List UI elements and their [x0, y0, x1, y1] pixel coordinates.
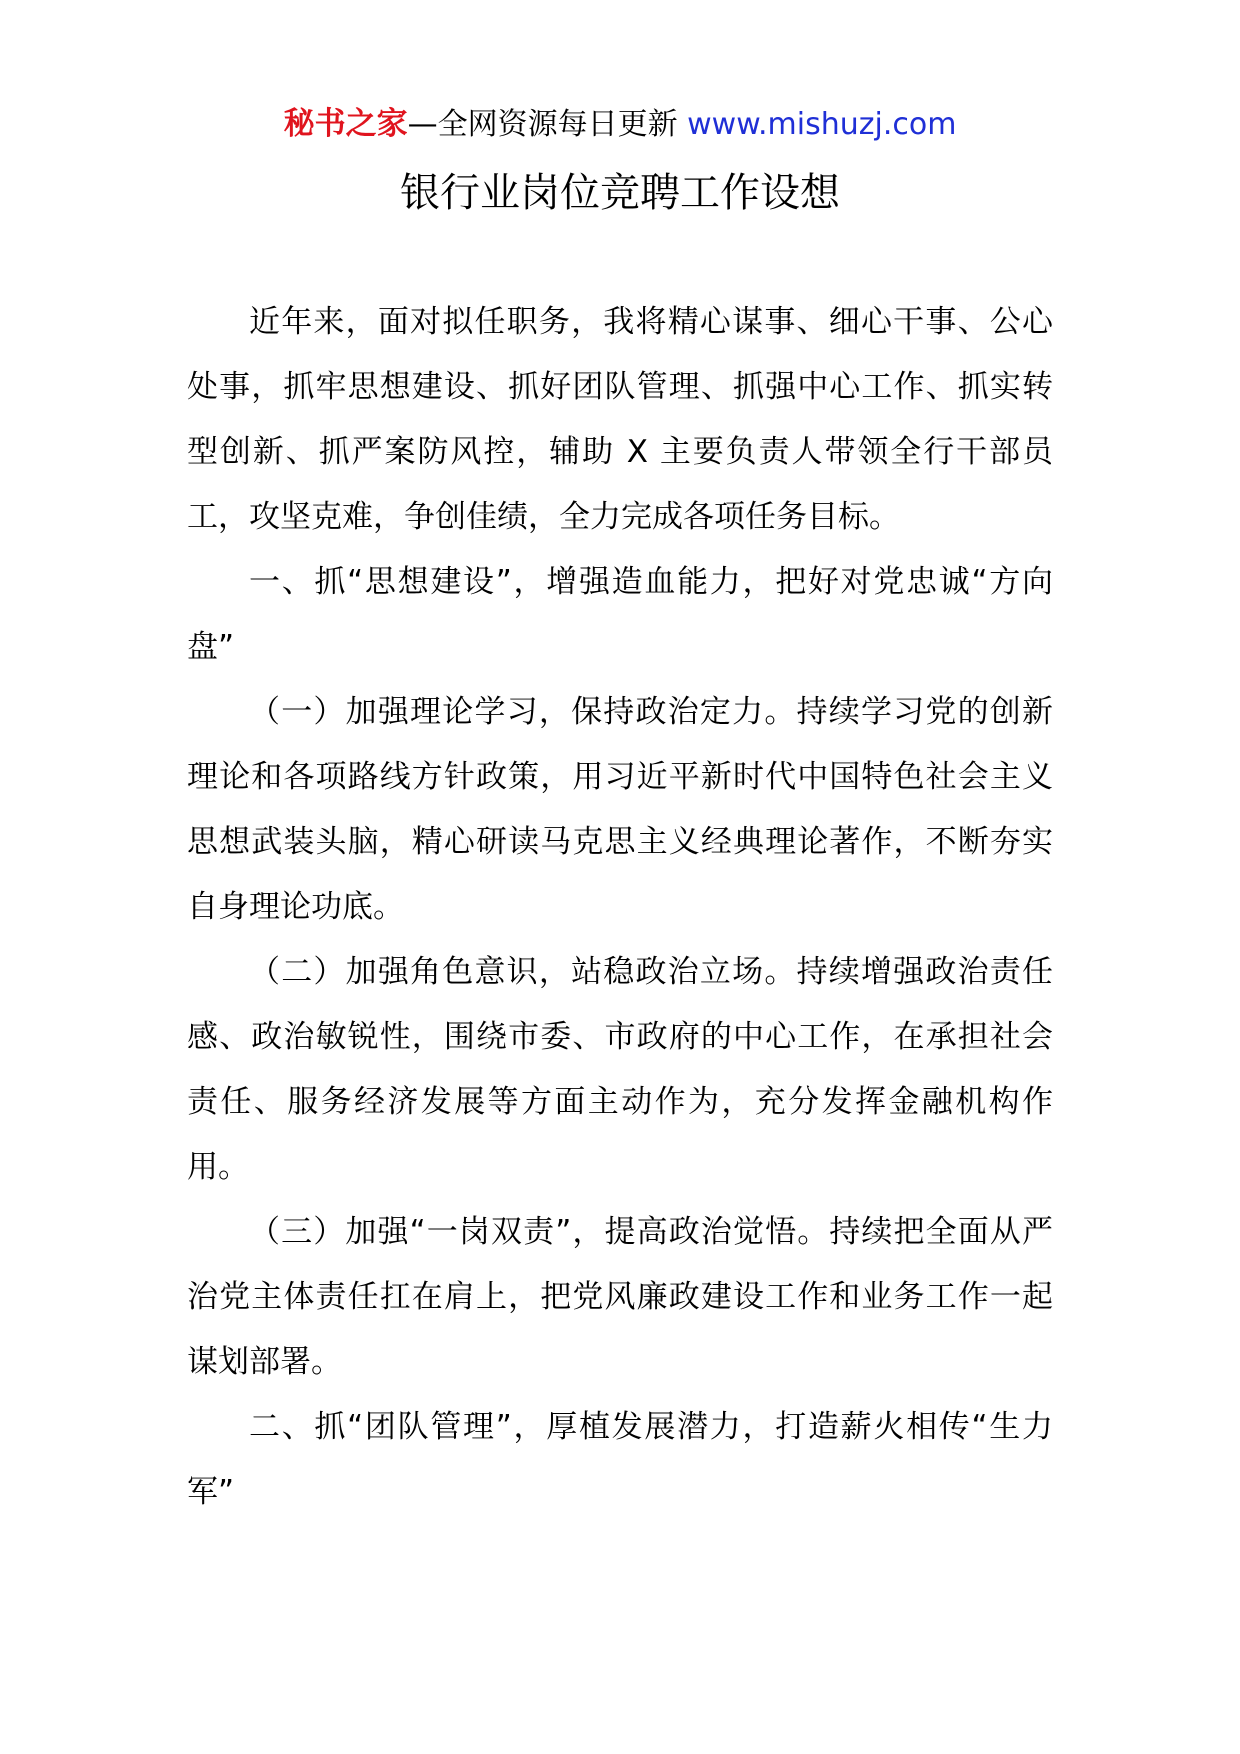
section-heading-1: 一、抓“思想建设”，增强造血能力，把好对党忠诚“方向盘”	[187, 564, 1053, 665]
paragraph-1-3: （三）加强“一岗双责”，提高政治觉悟。持续把全面从严治党主体责任扛在肩上，把党风廉政建设工作和业务工作一起谋划部署。	[187, 1214, 1053, 1380]
document-body	[187, 290, 1053, 1525]
site-header	[0, 100, 1240, 149]
document-title: 银行业岗位竞聘工作设想	[400, 170, 840, 216]
site-url-link[interactable]: www.mishuzj.com	[687, 107, 957, 142]
section-heading-2: 二、抓“团队管理”，厚植发展潜力，打造薪火相传“生力军”	[187, 1409, 1053, 1510]
paragraph-intro: 近年来，面对拟任职务，我将精心谋事、细心干事、公心处事，抓牢思想建设、抓好团队管理、抓强中心工作、抓实转型创新、抓严案防风控，辅助 X 主要负责人带领全行干部员工，攻坚克难，争创佳绩，全力完成各项任务目标。	[187, 304, 1053, 535]
site-brand: 秘书之家	[283, 106, 408, 142]
site-slogan: —全网资源每日更新	[407, 107, 678, 142]
paragraph-1-1: （一）加强理论学习，保持政治定力。持续学习党的创新理论和各项路线方针政策，用习近平新时代中国特色社会主义思想武装头脑，精心研读马克思主义经典理论著作，不断夯实自身理论功底。	[187, 694, 1053, 925]
paragraph-1-2: （二）加强角色意识，站稳政治立场。持续增强政治责任感、政治敏锐性，围绕市委、市政府的中心工作，在承担社会责任、服务经济发展等方面主动作为，充分发挥金融机构作用。	[187, 954, 1053, 1185]
